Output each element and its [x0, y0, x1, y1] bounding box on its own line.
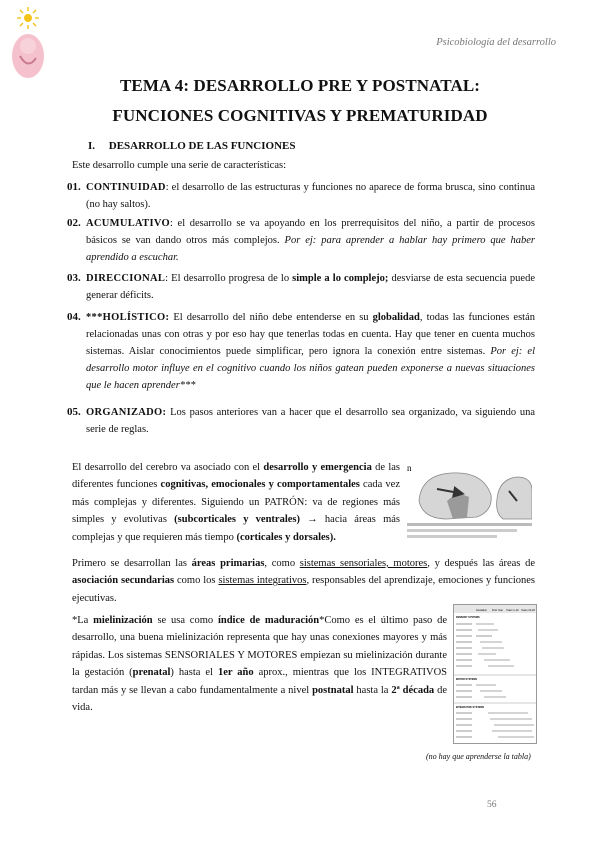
page-title-line-1: TEMA 4: DESARROLLO PRE Y POSTNATAL:	[119, 76, 481, 95]
item-term: ***HOLÍSTICO:	[86, 312, 170, 323]
item-number: 01.	[67, 181, 81, 193]
table-caption: (no hay que aprenderse la tabla)	[426, 752, 531, 761]
brain-figure	[407, 461, 532, 545]
myelination-table	[453, 604, 537, 744]
section-title: DESARROLLO DE LAS FUNCIONES	[108, 140, 296, 152]
item-text: El desarrollo del niño debe entenderse en su	[169, 312, 373, 323]
item-term: ORGANIZADO:	[86, 407, 167, 418]
table-group: INTEGRATIVE SYSTEMS	[456, 706, 484, 709]
figure-label: n	[407, 463, 412, 473]
table-header: Years 1-10	[506, 609, 519, 612]
item-text: : el desarrollo se va apoyando en los prerrequisitos del niño, a partir de procesos básicos se van dando otros más complejos.	[86, 218, 535, 246]
section-heading	[88, 140, 295, 152]
item-bold: simple a lo complejo;	[292, 273, 389, 284]
item-term: CONTINUIDAD	[86, 182, 166, 193]
paragraph-brain-development: El desarrollo del cerebro va asociado con el desarrollo y emergencia de las diferentes funciones cognitivas, emocionales y comportamentales cada vez más complejas y diferentes. Siguiendo un PATRÓN: va de regiones más simples y evolutivas (subcorticales y ventrales) → hacia áreas más complejas y que requieren más tiempo (corticales y dorsales).	[72, 462, 400, 543]
list-item	[67, 215, 535, 266]
page-title-line-2: FUNCIONES COGNITIVAS Y PREMATURIDAD	[112, 106, 488, 125]
item-text: : el desarrollo de las estructuras y funciones no aparece de forma brusca, sino continua (no hay saltos).	[86, 182, 535, 210]
running-header: Psicobiología del desarrollo	[436, 37, 556, 48]
item-number: 02.	[67, 217, 81, 229]
item-text: desviarse de esta secuencia puede generar déficits.	[86, 273, 535, 301]
item-bold: globalidad	[372, 312, 420, 323]
intro-text: Este desarrollo cumple una serie de características:	[72, 160, 286, 171]
item-example: Por ej: para aprender a hablar hay primero que haber aprendido a escuchar.	[86, 235, 535, 263]
list-item	[67, 309, 535, 394]
table-group: MOTOR SYSTEMS	[456, 678, 477, 681]
item-number: 04.	[67, 311, 81, 323]
paragraph-myelination: *La mielinización se usa como índice de maduración*Como es el último paso de desarrollo, una buena mielinización representa que hay unas conexiones mayores y más rápidas. Los sistemas SENSORIALES Y MOTORES empiezan su mielinización durante la gestación (prenatal) hasta el 1er año aprox., mientras que los INTEGRATIVOS tardan más y se llevan a cabo fundamentalmente a nivel postnatal hasta la 2ª década de vida.	[72, 615, 447, 714]
table-header: Years 10-20	[521, 609, 535, 612]
item-term: ACUMULATIVO	[86, 218, 170, 229]
item-text: : El desarrollo progresa de lo	[165, 273, 293, 284]
item-text: Los pasos anteriores van a hacer que el desarrollo sea organizado, va siguiendo una serie de reglas.	[86, 407, 535, 435]
table-header: First Year	[492, 609, 503, 612]
list-item	[67, 404, 535, 438]
table-group: SENSORY SYSTEMS	[456, 616, 480, 619]
table-header: Gestation	[476, 609, 488, 612]
section-number: I.	[88, 140, 96, 152]
item-example: Por ej: el desarrollo motor influye en el cognitivo cuando los niños gatean pueden exponerse a nuevas situaciones que le hacen aprender***	[86, 346, 536, 391]
item-text: , todas las funciones están relacionadas unas con otras y por eso hay que tenerlas todas en cuenta. Hay que tener en cuenta muchos sistemas. Aislar conocimientos puede simplificar, pero ignora la conexión entre sistemas.	[86, 312, 535, 357]
paragraph-primary-areas: Primero se desarrollan las áreas primarias, como sistemas sensoriales, motores, y después las áreas de asociación secundarias como los sistemas integrativos, responsables del aprendizaje, emociones y funciones ejecutivas.	[72, 558, 536, 604]
page-number: 56	[487, 800, 497, 810]
list-item	[67, 179, 535, 213]
list-item	[67, 270, 535, 304]
item-term: DIRECCIONAL	[86, 273, 166, 284]
logo	[6, 4, 52, 80]
item-number: 03.	[67, 272, 81, 284]
sun-icon	[17, 7, 39, 29]
item-number: 05.	[67, 406, 81, 418]
